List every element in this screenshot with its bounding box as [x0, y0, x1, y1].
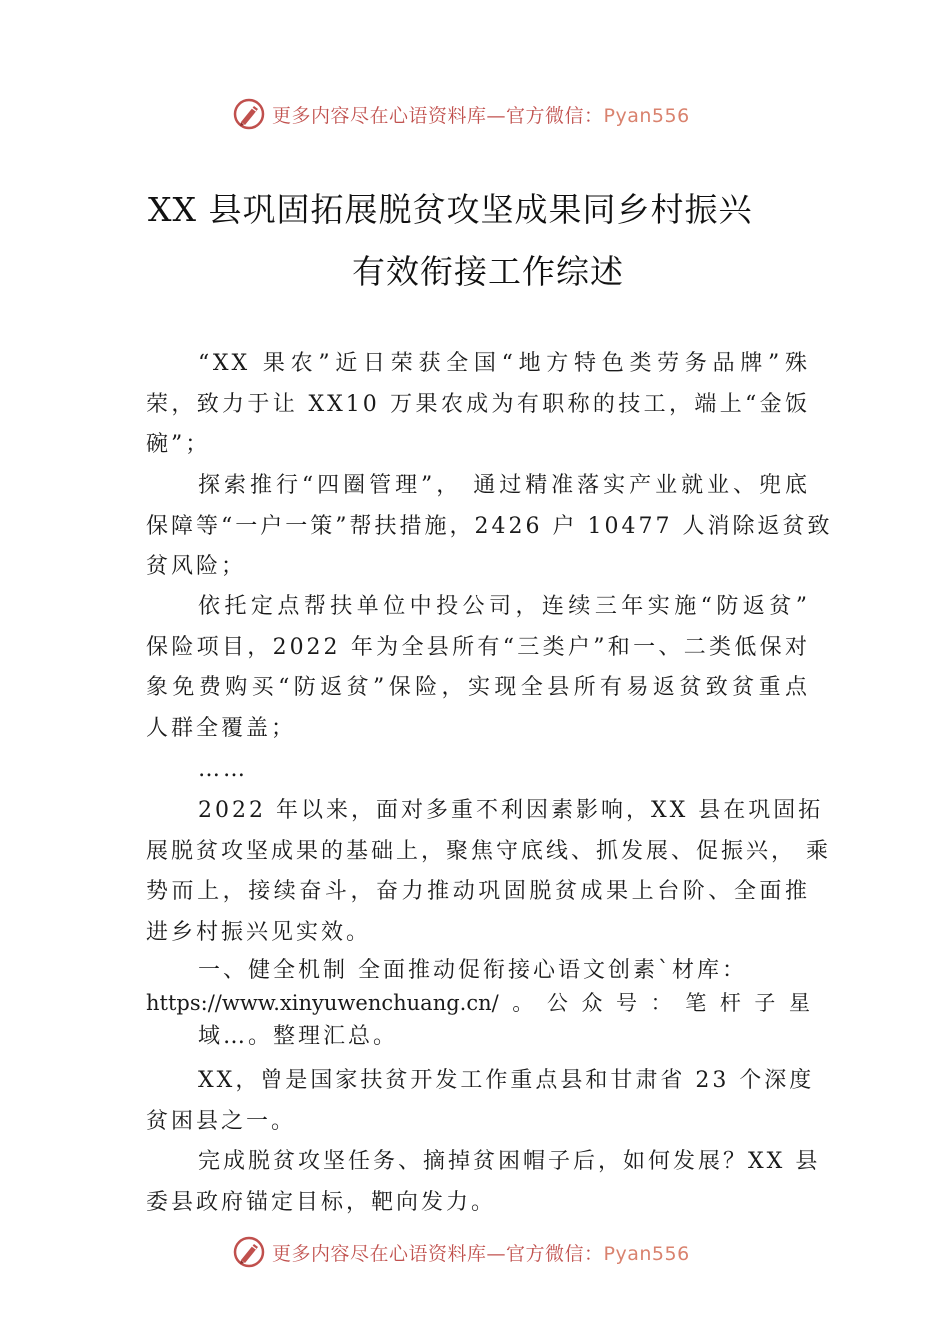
document-title-line-1: XX 县巩固拓展脱贫攻坚成果同乡村振兴: [148, 190, 753, 229]
document-title-line-2: 有效衔接工作综述: [352, 252, 624, 291]
paragraph-line: 委县政府锚定目标，靶向发力。: [146, 1189, 497, 1215]
paragraph-line: 贫困县之一。: [146, 1108, 297, 1134]
paragraph-line: 势而上，接续奋斗，奋力推动巩固脱贫成果上台阶、全面推: [146, 879, 810, 904]
paragraph-line: 保障等“一户一策”帮扶措施，2426 户 10477 人消除返贫致: [146, 513, 833, 539]
paragraph-line: 保险项目，2022 年为全县所有“三类户”和一、二类低保对: [146, 634, 810, 660]
ellipsis: [146, 750, 810, 791]
watermark-banner-top: [232, 96, 690, 132]
paragraph-line: “XX 果农”近日荣获全国“地方特色类劳务品牌”殊: [198, 351, 810, 376]
watermark-text: 更多内容尽在心语资料库—官方微信：Pyan556: [272, 104, 690, 127]
watermark-text: 更多内容尽在心语资料库—官方微信：Pyan556: [272, 1242, 690, 1265]
paragraph: [146, 1142, 821, 1223]
paragraph-line: 完成脱贫攻坚任务、摘掉贫困帽子后，如何发展？XX 县: [198, 1149, 821, 1174]
paragraph-line: ……: [198, 757, 248, 782]
paragraph: [146, 1061, 815, 1142]
pen-logo-icon: [232, 97, 266, 131]
paragraph: [146, 466, 833, 588]
paragraph-line: 2022 年以来，面对多重不利因素影响，XX 县在巩固拓: [198, 798, 824, 823]
paragraph-line: 象免费购买“防返贫”保险，实现全县所有易返贫致贫重点: [146, 675, 810, 700]
paragraph: [146, 344, 810, 466]
source-url-line: https://www.xinyuwenchuang.cn/。公众号：笔杆子星: [146, 991, 810, 1015]
paragraph-line: 进乡村振兴见实效。: [146, 919, 372, 945]
paragraph-line: 人群全覆盖；: [146, 715, 297, 741]
section-heading: [146, 954, 810, 1053]
paragraph-line: 贫风险；: [146, 554, 247, 579]
watermark-banner-bottom: [232, 1234, 690, 1270]
paragraph-line: 探索推行“四圈管理”， 通过精准落实产业就业、兜底: [198, 473, 810, 498]
paragraph-line: 荣，致力于让 XX10 万果农成为有职称的技工，端上“金饭: [146, 391, 810, 417]
paragraph: [146, 791, 831, 953]
paragraph-line: 展脱贫攻坚成果的基础上，聚焦守底线、抓发展、促振兴， 乘: [146, 838, 831, 864]
paragraph-line: 碗”；: [146, 432, 211, 457]
paragraph: [146, 587, 810, 749]
pen-logo-icon: [232, 1235, 266, 1269]
paragraph-line: XX，曾是国家扶贫开发工作重点县和甘肃省 23 个深度: [198, 1068, 815, 1093]
section-heading-line: 一、健全机制 全面推动促衔接心语文创素`材库：: [198, 958, 747, 983]
paragraph-line: 依托定点帮扶单位中投公司，连续三年实施“防返贫”: [198, 594, 810, 619]
section-heading-line: 域…。整理汇总。: [198, 1024, 399, 1049]
